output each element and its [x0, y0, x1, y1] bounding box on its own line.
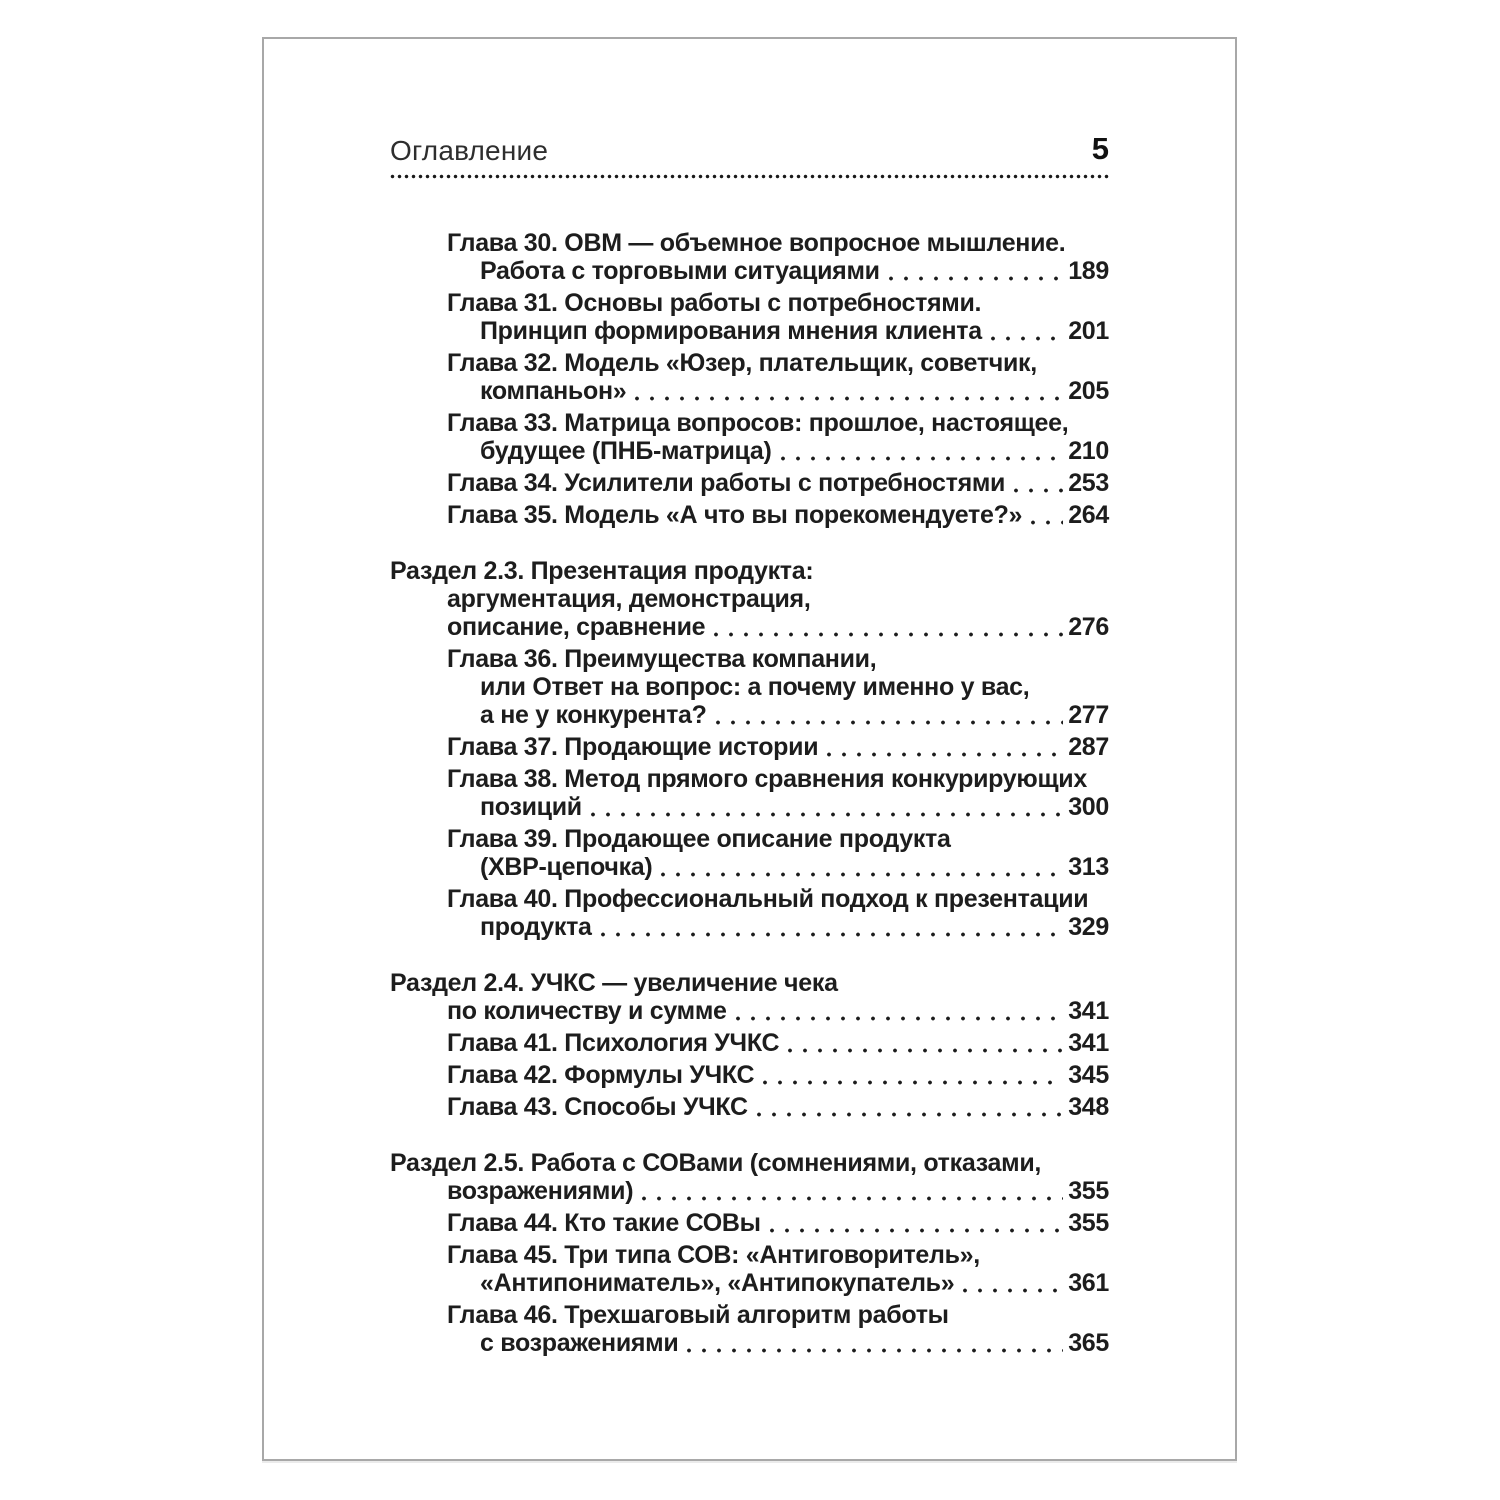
toc-chapter-entry	[390, 289, 1109, 345]
toc-entry-text: по количеству и сумме	[447, 997, 727, 1025]
toc-entry-line	[390, 673, 1109, 701]
toc-entry-line	[390, 645, 1109, 673]
dotted-leader	[1014, 488, 1063, 493]
toc-chapter-entry	[390, 469, 1109, 497]
toc-entry-text: Глава 42. Формулы УЧКС	[447, 1061, 755, 1089]
toc-entry-text: аргументация, демонстрация,	[447, 585, 811, 613]
toc-entry-page-number: 205	[1068, 377, 1109, 405]
dotted-leader	[642, 1196, 1063, 1201]
toc-entry-line	[390, 885, 1109, 913]
toc-entry-text: Глава 35. Модель «А что вы порекомендуете?»	[447, 501, 1023, 529]
toc-section-entry	[390, 969, 1109, 1025]
toc-chapter-entry	[390, 1061, 1109, 1089]
toc-entry-line	[390, 349, 1109, 377]
toc-entry-line	[390, 437, 1109, 465]
dotted-leader	[963, 1288, 1063, 1293]
page-header	[390, 131, 1109, 167]
toc-entry-line	[390, 913, 1109, 941]
toc-entry-text: продукта	[480, 913, 592, 941]
toc-entry-line	[390, 1269, 1109, 1297]
dotted-leader	[788, 1048, 1063, 1053]
book-page	[262, 37, 1237, 1461]
toc-entry-text: Раздел 2.3. Презентация продукта:	[390, 557, 814, 585]
toc-group	[390, 969, 1109, 1121]
toc-entry-line	[390, 613, 1109, 641]
toc-entry-page-number: 201	[1068, 317, 1109, 345]
toc-entry-line	[390, 969, 1109, 997]
toc-entry-line	[390, 1177, 1109, 1205]
toc-entry-text: Глава 34. Усилители работы с потребностями	[447, 469, 1006, 497]
dotted-leader	[714, 632, 1063, 637]
page-content	[264, 39, 1235, 1357]
toc-entry-text: Раздел 2.5. Работа с СОВами (сомнениями, отказами,	[390, 1149, 1042, 1177]
dotted-leader	[781, 456, 1064, 461]
toc-entry-line	[390, 765, 1109, 793]
dotted-leader	[635, 396, 1063, 401]
toc-chapter-entry	[390, 825, 1109, 881]
toc-group	[390, 1149, 1109, 1357]
toc-entry-page-number: 365	[1068, 1329, 1109, 1357]
toc-entry-line	[390, 701, 1109, 729]
toc-chapter-entry	[390, 885, 1109, 941]
toc-entry-text: Глава 46. Трехшаговый алгоритм работы	[447, 1301, 949, 1329]
dotted-leader	[757, 1112, 1063, 1117]
dotted-leader	[716, 720, 1064, 725]
toc-section-entry	[390, 1149, 1109, 1205]
toc-entry-page-number: 277	[1068, 701, 1109, 729]
toc-entry-text: Раздел 2.4. УЧКС — увеличение чека	[390, 969, 838, 997]
toc-entry-line	[390, 409, 1109, 437]
toc-entry-text: Глава 36. Преимущества компании,	[447, 645, 877, 673]
toc-entry-page-number: 345	[1068, 1061, 1109, 1089]
toc-chapter-entry	[390, 1029, 1109, 1057]
toc-entry-line	[390, 1061, 1109, 1089]
toc-entry-line	[390, 1301, 1109, 1329]
toc-entry-text: с возражениями	[480, 1329, 679, 1357]
toc-chapter-entry	[390, 1301, 1109, 1357]
toc-entry-line	[390, 825, 1109, 853]
toc-entry-text: Глава 41. Психология УЧКС	[447, 1029, 780, 1057]
toc-entry-line	[390, 469, 1109, 497]
toc-entry-page-number: 276	[1068, 613, 1109, 641]
toc-entry-page-number: 287	[1068, 733, 1109, 761]
toc-entry-page-number: 341	[1068, 1029, 1109, 1057]
toc-entry-page-number: 329	[1068, 913, 1109, 941]
toc-entry-text: Глава 37. Продающие истории	[447, 733, 819, 761]
toc-entry-text: Глава 44. Кто такие СОВы	[447, 1209, 761, 1237]
toc-entry-line	[390, 229, 1109, 257]
toc-entry-line	[390, 1149, 1109, 1177]
toc-entry-page-number: 355	[1068, 1209, 1109, 1237]
dotted-leader	[889, 276, 1063, 281]
toc-list	[390, 229, 1109, 1357]
toc-chapter-entry	[390, 1209, 1109, 1237]
toc-entry-line	[390, 501, 1109, 529]
toc-entry-line	[390, 793, 1109, 821]
toc-title: Оглавление	[390, 135, 549, 166]
toc-entry-line	[390, 317, 1109, 345]
toc-entry-text: Работа с торговыми ситуациями	[480, 257, 880, 285]
dotted-leader	[770, 1228, 1064, 1233]
toc-entry-text: Глава 30. ОВМ — объемное вопросное мышление.	[447, 229, 1066, 257]
toc-entry-page-number: 341	[1068, 997, 1109, 1025]
toc-entry-page-number: 348	[1068, 1093, 1109, 1121]
toc-entry-line	[390, 1241, 1109, 1269]
toc-entry-page-number: 300	[1068, 793, 1109, 821]
toc-entry-text: Глава 40. Профессиональный подход к презентации	[447, 885, 1089, 913]
toc-entry-page-number: 313	[1068, 853, 1109, 881]
dotted-leader	[763, 1080, 1063, 1085]
toc-entry-line	[390, 1093, 1109, 1121]
toc-entry-page-number: 361	[1068, 1269, 1109, 1297]
toc-entry-text: позиций	[480, 793, 582, 821]
toc-entry-text: будущее (ПНБ-матрица)	[480, 437, 772, 465]
toc-entry-line	[390, 557, 1109, 585]
toc-entry-text: «Антипониматель», «Антипокупатель»	[480, 1269, 955, 1297]
toc-entry-line	[390, 289, 1109, 317]
toc-entry-text: (ХВР-цепочка)	[480, 853, 653, 881]
toc-entry-page-number: 189	[1068, 257, 1109, 285]
dotted-leader	[661, 872, 1063, 877]
toc-entry-line	[390, 377, 1109, 405]
toc-group	[390, 229, 1109, 529]
dotted-leader	[687, 1348, 1063, 1353]
toc-entry-text: или Ответ на вопрос: а почему именно у вас,	[480, 673, 1030, 701]
toc-entry-line	[390, 997, 1109, 1025]
dotted-leader	[601, 932, 1064, 937]
toc-chapter-entry	[390, 733, 1109, 761]
toc-entry-text: Глава 38. Метод прямого сравнения конкурирующих	[447, 765, 1087, 793]
toc-entry-page-number: 264	[1068, 501, 1109, 529]
dotted-leader	[1031, 520, 1063, 525]
dotted-leader	[736, 1016, 1064, 1021]
toc-entry-line	[390, 733, 1109, 761]
toc-entry-page-number: 355	[1068, 1177, 1109, 1205]
toc-chapter-entry	[390, 1093, 1109, 1121]
toc-chapter-entry	[390, 229, 1109, 285]
toc-entry-text: Глава 32. Модель «Юзер, плательщик, советчик,	[447, 349, 1037, 377]
toc-entry-text: компаньон»	[480, 377, 627, 405]
toc-entry-text: Глава 39. Продающее описание продукта	[447, 825, 951, 853]
toc-entry-line	[390, 1029, 1109, 1057]
dotted-leader	[991, 336, 1063, 341]
toc-entry-text: а не у конкурента?	[480, 701, 707, 729]
toc-entry-line	[390, 1329, 1109, 1357]
dotted-leader	[591, 812, 1063, 817]
toc-chapter-entry	[390, 349, 1109, 405]
toc-entry-line	[390, 585, 1109, 613]
toc-entry-text: Принцип формирования мнения клиента	[480, 317, 982, 345]
toc-entry-text: описание, сравнение	[447, 613, 706, 641]
toc-entry-text: Глава 45. Три типа СОВ: «Антиговоритель»,	[447, 1241, 980, 1269]
toc-entry-text: Глава 43. Способы УЧКС	[447, 1093, 748, 1121]
toc-section-entry	[390, 557, 1109, 641]
toc-chapter-entry	[390, 1241, 1109, 1297]
toc-entry-page-number: 210	[1068, 437, 1109, 465]
toc-chapter-entry	[390, 765, 1109, 821]
toc-entry-line	[390, 257, 1109, 285]
toc-chapter-entry	[390, 645, 1109, 729]
toc-entry-text: Глава 31. Основы работы с потребностями.	[447, 289, 982, 317]
header-dotted-rule	[390, 174, 1109, 179]
toc-entry-page-number: 253	[1068, 469, 1109, 497]
page-number: 5	[1091, 131, 1109, 166]
toc-entry-text: возражениями)	[447, 1177, 634, 1205]
toc-entry-text: Глава 33. Матрица вопросов: прошлое, настоящее,	[447, 409, 1069, 437]
toc-chapter-entry	[390, 501, 1109, 529]
toc-chapter-entry	[390, 409, 1109, 465]
toc-entry-line	[390, 1209, 1109, 1237]
dotted-leader	[827, 752, 1063, 757]
toc-group	[390, 557, 1109, 941]
toc-entry-line	[390, 853, 1109, 881]
